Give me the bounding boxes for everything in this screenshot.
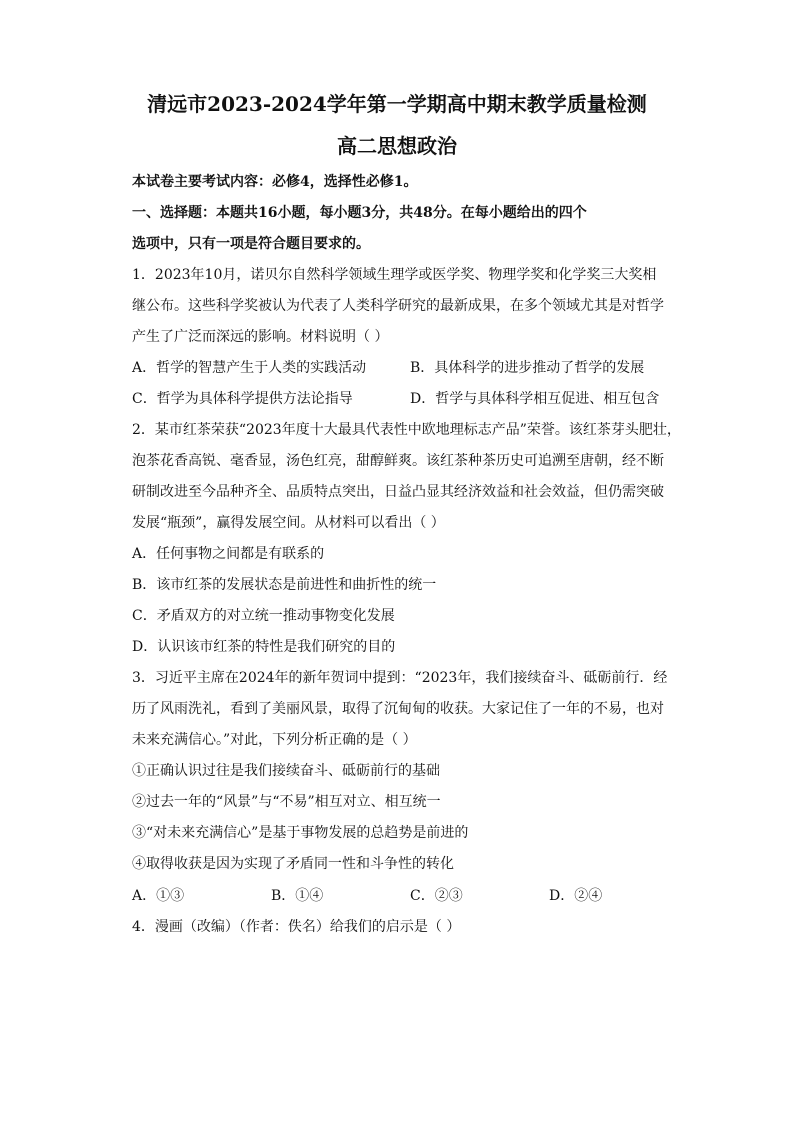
- section-heading-line-2: 选项中，只有一项是符合题目要求的。: [132, 236, 370, 252]
- q1-option-d: D．哲学与具体科学相互促进、相互包含: [410, 391, 660, 407]
- q3-item-2: ②过去一年的“风景”与“不易”相互对立、相互统一: [132, 794, 441, 810]
- q4-stem-line-1: 4．漫画（改编）（作者：佚名）给我们的启示是（ ）: [132, 919, 461, 935]
- exam-subtitle: 高二思想政治: [337, 134, 457, 158]
- q3-item-4: ④取得收获是因为实现了矛盾同一性和斗争性的转化: [132, 856, 454, 872]
- q2-option-d: D．认识该市红茶的特性是我们研究的目的: [132, 639, 396, 655]
- q2-option-a: A．任何事物之间都是有联系的: [132, 546, 325, 562]
- q3-option-d: D．②④: [549, 888, 603, 904]
- q1-option-b: B．具体科学的进步推动了哲学的发展: [410, 360, 645, 376]
- q3-option-b: B．①④: [271, 888, 324, 904]
- q3-option-c: C．②③: [410, 888, 463, 904]
- q3-item-3: ③“对未来充满信心”是基于事物发展的总趋势是前进的: [132, 825, 469, 841]
- exam-title: 清远市2023-2024学年第一学期高中期末教学质量检测: [147, 92, 647, 116]
- q1-stem-line-3: 产生了广泛而深远的影响。材料说明（ ）: [132, 329, 389, 345]
- section-heading-line-1: 一、选择题：本题共16小题，每小题3分，共48分。在每小题给出的四个: [132, 205, 587, 221]
- q1-stem-line-1: 1．2023年10月，诺贝尔自然科学领域生理学或医学奖、物理学奖和化学奖三大奖相: [132, 267, 657, 283]
- q2-stem-line-1: 2．某市红茶荣获“2023年度十大最具代表性中欧地理标志产品”荣誉。该红茶芽头肥壮，: [132, 422, 681, 438]
- q3-item-1: ①正确认识过往是我们接续奋斗、砥砺前行的基础: [132, 763, 440, 779]
- q2-option-c: C．矛盾双方的对立统一推动事物变化发展: [132, 608, 395, 624]
- q2-stem-line-3: 研制改进至今品种齐全、品质特点突出，日益凸显其经济效益和社会效益，但仍需突破: [132, 484, 664, 500]
- q1-stem-line-2: 继公布。这些科学奖被认为代表了人类科学研究的最新成果，在多个领域尤其是对哲学: [132, 298, 664, 314]
- exam-intro: 本试卷主要考试内容：必修4，选择性必修1。: [132, 174, 418, 190]
- q2-stem-line-4: 发展“瓶颈”，赢得发展空间。从材料可以看出（ ）: [132, 515, 445, 531]
- q1-option-a: A．哲学的智慧产生于人类的实践活动: [132, 360, 367, 376]
- q2-stem-line-2: 泡茶花香高锐、毫香显，汤色红亮，甜醇鲜爽。该红茶种茶历史可追溯至唐朝，经不断: [132, 453, 664, 469]
- q3-stem-line-2: 历了风雨洗礼，看到了美丽风景，取得了沉甸甸的收获。大家记住了一年的不易，也对: [132, 701, 664, 717]
- q3-option-a: A．①③: [132, 888, 185, 904]
- q1-option-c: C．哲学为具体科学提供方法论指导: [132, 391, 353, 407]
- q2-option-b: B．该市红茶的发展状态是前进性和曲折性的统一: [132, 577, 437, 593]
- q3-stem-line-1: 3．习近平主席在2024年的新年贺词中提到：“2023年，我们接续奋斗、砥砺前行．经: [132, 670, 668, 686]
- q3-stem-line-3: 未来充满信心。”对此，下列分析正确的是（ ）: [132, 732, 417, 748]
